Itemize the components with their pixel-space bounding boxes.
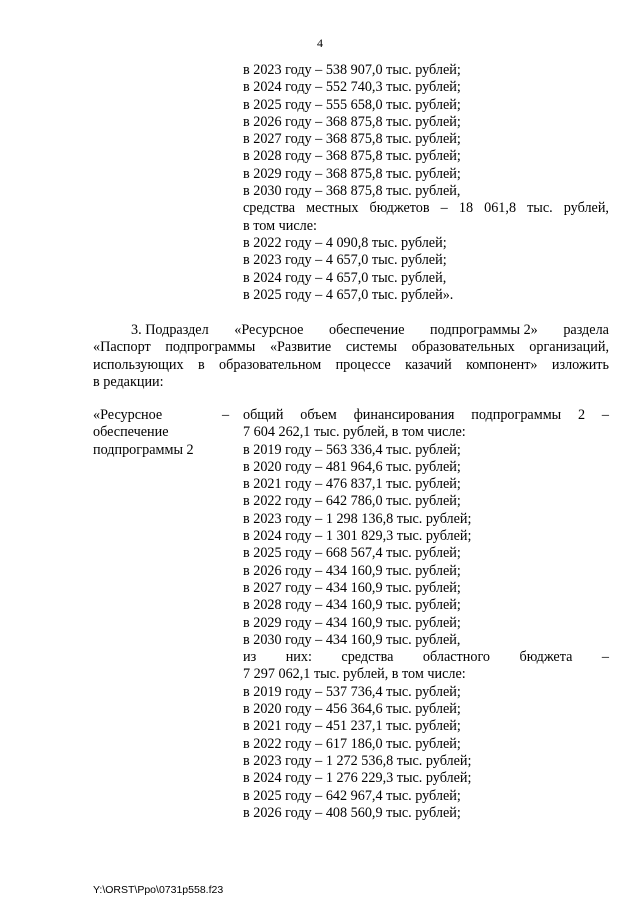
list-item: в 2022 году – 617 186,0 тыс. рублей; xyxy=(243,735,461,752)
total-amount: 7 604 262,1 тыс. рублей, в том числе: xyxy=(243,424,466,441)
word: областного xyxy=(422,649,491,666)
word: средства xyxy=(341,649,394,666)
word: – xyxy=(601,649,609,666)
list-item: в 2027 году – 368 875,8 тыс. рублей; xyxy=(243,131,461,148)
word: тыс. xyxy=(527,200,553,217)
paragraph-line xyxy=(93,322,609,339)
list-item: в 2030 году – 368 875,8 тыс. рублей, xyxy=(243,183,461,200)
list-item: в 2025 году – 555 658,0 тыс. рублей; xyxy=(243,96,461,113)
amendment-paragraph xyxy=(93,322,609,391)
word: рублей, xyxy=(563,200,609,217)
word: подпрограммы xyxy=(471,407,562,423)
word: системы xyxy=(345,339,398,356)
word: них: xyxy=(285,649,312,666)
word: организаций, xyxy=(529,339,609,356)
word: обеспечение xyxy=(328,322,405,338)
list-item: в 2026 году – 434 160,9 тыс. рублей; xyxy=(243,562,461,579)
word: «Ресурсное xyxy=(234,322,304,338)
word: средства xyxy=(243,200,296,217)
paragraph-line: в редакции: xyxy=(93,373,164,390)
word: 3. Подраздел xyxy=(131,322,209,338)
list-item: в 2025 году – 4 657,0 тыс. рублей». xyxy=(243,286,454,303)
list-item: в 2028 году – 434 160,9 тыс. рублей; xyxy=(243,597,461,614)
word: образовательном xyxy=(219,356,322,373)
word: процессе xyxy=(335,356,391,373)
page-number: 4 xyxy=(317,36,323,50)
regional-amount: 7 297 062,1 тыс. рублей, в том числе: xyxy=(243,666,466,683)
list-item: в 2025 году – 642 967,4 тыс. рублей; xyxy=(243,787,461,804)
word: «Развитие xyxy=(269,339,332,356)
list-item: в 2020 году – 456 364,6 тыс. рублей; xyxy=(243,701,461,718)
list-item: в 2024 году – 1 276 229,3 тыс. рублей; xyxy=(243,770,472,787)
word: финансирования xyxy=(353,407,455,423)
list-item: в 2027 году – 434 160,9 тыс. рублей; xyxy=(243,579,461,596)
word: – xyxy=(601,407,609,423)
list-item: в 2019 году – 563 336,4 тыс. рублей; xyxy=(243,441,461,458)
word: компонент» xyxy=(466,356,538,373)
top-funding-list xyxy=(243,62,609,304)
word: в xyxy=(197,356,205,373)
label-line: подпрограммы 2 xyxy=(93,441,194,458)
list-item: в 2019 году – 537 736,4 тыс. рублей; xyxy=(243,683,461,700)
word: 061,8 xyxy=(484,200,517,217)
list-item: в 2021 году – 476 837,1 тыс. рублей; xyxy=(243,476,461,493)
list-item: в 2030 году – 434 160,9 тыс. рублей, xyxy=(243,631,461,648)
list-item: в 2029 году – 434 160,9 тыс. рублей; xyxy=(243,614,461,631)
list-item: в 2024 году – 1 301 829,3 тыс. рублей; xyxy=(243,528,472,545)
word: «Паспорт xyxy=(93,339,151,356)
total-line xyxy=(243,407,609,424)
resource-funding-list xyxy=(243,407,609,822)
word: общий xyxy=(243,407,284,423)
list-item: в 2023 году – 4 657,0 тыс. рублей; xyxy=(243,252,447,269)
list-item: в 2029 году – 368 875,8 тыс. рублей; xyxy=(243,165,461,182)
list-item: в 2023 году – 538 907,0 тыс. рублей; xyxy=(243,62,461,78)
list-item: в 2021 году – 451 237,1 тыс. рублей; xyxy=(243,718,461,735)
word: бюджета xyxy=(519,649,573,666)
word: бюджетов xyxy=(369,200,430,217)
word: подпрограммы xyxy=(165,339,256,356)
word: раздела xyxy=(563,322,609,338)
list-item: в том числе: xyxy=(243,217,317,234)
word: подпрограммы 2» xyxy=(430,322,538,338)
word: местных xyxy=(306,200,359,217)
paragraph-line xyxy=(93,357,609,374)
separator-dash: – xyxy=(222,407,230,423)
list-item: в 2026 году – 408 560,9 тыс. рублей; xyxy=(243,804,461,821)
list-item: в 2020 году – 481 964,6 тыс. рублей; xyxy=(243,458,461,475)
label-line: «Ресурсное xyxy=(93,407,163,423)
word: из xyxy=(243,649,257,666)
word: объем xyxy=(300,407,337,423)
word: 2 xyxy=(578,407,586,423)
list-item: в 2023 году – 1 272 536,8 тыс. рублей; xyxy=(243,752,472,769)
word: казачий xyxy=(405,356,452,373)
list-item: в 2028 году – 368 875,8 тыс. рублей; xyxy=(243,148,461,165)
list-item: в 2025 году – 668 567,4 тыс. рублей; xyxy=(243,545,461,562)
resource-label xyxy=(93,407,223,459)
word: образовательных xyxy=(411,339,515,356)
list-item: в 2024 году – 552 740,3 тыс. рублей; xyxy=(243,79,461,96)
word: использующих xyxy=(93,356,184,373)
label-line: обеспечение xyxy=(93,424,169,441)
local-budget-line xyxy=(243,200,609,217)
word: 18 xyxy=(458,200,474,217)
list-item: в 2022 году – 4 090,8 тыс. рублей; xyxy=(243,234,447,251)
list-item: в 2024 году – 4 657,0 тыс. рублей, xyxy=(243,269,447,286)
list-item: в 2026 году – 368 875,8 тыс. рублей; xyxy=(243,113,461,130)
file-path-footer: Y:\ORST\Ppo\0731p558.f23 xyxy=(93,884,224,896)
word: – xyxy=(440,200,448,217)
paragraph-line xyxy=(93,339,609,356)
word: изложить xyxy=(551,356,609,373)
regional-line xyxy=(243,649,609,666)
list-item: в 2022 году – 642 786,0 тыс. рублей; xyxy=(243,493,461,510)
list-item: в 2023 году – 1 298 136,8 тыс. рублей; xyxy=(243,510,472,527)
